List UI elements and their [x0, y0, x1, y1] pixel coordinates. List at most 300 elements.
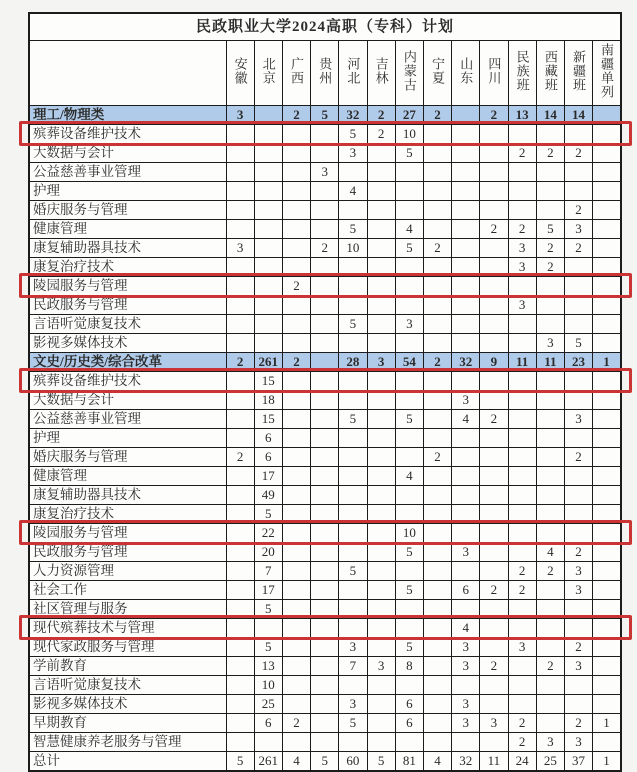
plan-cell	[593, 638, 621, 657]
plan-cell	[480, 372, 508, 391]
plan-cell: 14	[564, 106, 592, 125]
plan-cell	[593, 277, 621, 296]
plan-cell: 2	[480, 581, 508, 600]
plan-cell: 3	[480, 714, 508, 733]
row-label: 影视多媒体技术	[29, 695, 226, 714]
row-label: 早期教育	[29, 714, 226, 733]
plan-cell	[311, 581, 339, 600]
plan-cell: 4	[395, 467, 423, 486]
plan-cell	[423, 334, 451, 353]
plan-cell	[226, 619, 254, 638]
plan-cell	[593, 391, 621, 410]
plan-cell	[282, 505, 310, 524]
plan-cell	[395, 619, 423, 638]
plan-cell: 4	[452, 410, 480, 429]
plan-cell	[282, 733, 310, 752]
plan-cell	[282, 410, 310, 429]
plan-cell	[367, 676, 395, 695]
plan-cell	[311, 315, 339, 334]
plan-cell	[367, 448, 395, 467]
plan-cell	[226, 182, 254, 201]
plan-cell: 2	[423, 353, 451, 372]
column-header-9	[452, 41, 480, 106]
plan-cell: 3	[564, 657, 592, 676]
plan-cell	[593, 543, 621, 562]
plan-cell	[508, 524, 536, 543]
major-row	[29, 163, 621, 182]
plan-cell	[282, 201, 310, 220]
plan-cell: 5	[311, 752, 339, 772]
plan-cell	[311, 600, 339, 619]
plan-cell	[395, 201, 423, 220]
major-row	[29, 239, 621, 258]
plan-cell: 20	[254, 543, 282, 562]
plan-cell: 2	[564, 201, 592, 220]
plan-cell	[452, 562, 480, 581]
plan-cell: 3	[395, 315, 423, 334]
plan-cell: 7	[254, 562, 282, 581]
column-header-row	[29, 41, 621, 106]
plan-cell	[508, 410, 536, 429]
plan-cell: 4	[536, 543, 564, 562]
plan-cell	[452, 733, 480, 752]
plan-cell	[564, 676, 592, 695]
plan-cell	[339, 676, 367, 695]
plan-cell	[423, 372, 451, 391]
row-label: 殡葬设备维护技术	[29, 372, 226, 391]
row-label: 康复辅助器具技术	[29, 239, 226, 258]
plan-cell: 37	[564, 752, 592, 772]
plan-cell	[367, 201, 395, 220]
plan-cell	[452, 125, 480, 144]
title-row	[29, 13, 621, 41]
plan-cell	[311, 676, 339, 695]
plan-cell: 13	[508, 106, 536, 125]
plan-cell	[423, 733, 451, 752]
plan-cell	[564, 524, 592, 543]
plan-cell: 2	[282, 353, 310, 372]
plan-cell	[480, 334, 508, 353]
plan-cell	[536, 505, 564, 524]
plan-cell	[395, 448, 423, 467]
plan-cell	[564, 467, 592, 486]
column-header-8	[423, 41, 451, 106]
plan-cell	[395, 676, 423, 695]
plan-cell	[226, 125, 254, 144]
plan-cell	[367, 733, 395, 752]
row-label: 智慧健康养老服务与管理	[29, 733, 226, 752]
plan-cell	[395, 277, 423, 296]
plan-cell	[480, 695, 508, 714]
plan-cell	[536, 391, 564, 410]
plan-cell	[423, 486, 451, 505]
plan-cell	[508, 676, 536, 695]
column-header-1	[226, 41, 254, 106]
plan-cell: 28	[339, 353, 367, 372]
plan-cell	[423, 258, 451, 277]
plan-cell	[226, 733, 254, 752]
plan-cell	[536, 486, 564, 505]
plan-cell	[282, 144, 310, 163]
plan-cell	[395, 372, 423, 391]
plan-cell	[254, 334, 282, 353]
plan-cell: 32	[339, 106, 367, 125]
plan-cell: 5	[339, 714, 367, 733]
plan-cell: 5	[395, 410, 423, 429]
major-row	[29, 505, 621, 524]
plan-cell	[593, 562, 621, 581]
plan-cell	[423, 600, 451, 619]
plan-cell: 2	[508, 733, 536, 752]
section-header-row	[29, 353, 621, 372]
plan-cell: 2	[508, 562, 536, 581]
plan-cell: 6	[254, 448, 282, 467]
major-row	[29, 429, 621, 448]
plan-cell	[226, 144, 254, 163]
plan-cell	[226, 600, 254, 619]
plan-cell: 3	[339, 638, 367, 657]
plan-cell	[480, 125, 508, 144]
row-label: 言语听觉康复技术	[29, 676, 226, 695]
column-header-label: 广西	[289, 56, 304, 85]
plan-cell	[367, 600, 395, 619]
plan-cell: 3	[367, 657, 395, 676]
plan-cell	[452, 524, 480, 543]
plan-cell	[564, 315, 592, 334]
row-label: 人力资源管理	[29, 562, 226, 581]
plan-cell	[423, 220, 451, 239]
plan-cell: 15	[254, 410, 282, 429]
plan-cell	[226, 429, 254, 448]
plan-cell	[480, 467, 508, 486]
plan-cell	[593, 315, 621, 334]
plan-cell	[254, 144, 282, 163]
plan-cell	[367, 619, 395, 638]
plan-cell	[395, 391, 423, 410]
plan-cell	[311, 220, 339, 239]
plan-cell	[282, 429, 310, 448]
section-header-row	[29, 106, 621, 125]
plan-cell	[311, 467, 339, 486]
plan-cell	[282, 467, 310, 486]
row-label: 健康管理	[29, 467, 226, 486]
plan-cell	[593, 505, 621, 524]
plan-cell	[226, 391, 254, 410]
plan-cell	[536, 410, 564, 429]
plan-cell: 5	[367, 752, 395, 772]
plan-cell	[282, 163, 310, 182]
column-header-4	[311, 41, 339, 106]
major-row	[29, 543, 621, 562]
plan-cell	[282, 619, 310, 638]
plan-cell	[593, 733, 621, 752]
plan-cell: 6	[395, 695, 423, 714]
plan-cell	[508, 391, 536, 410]
plan-cell	[452, 334, 480, 353]
plan-cell	[226, 543, 254, 562]
plan-cell	[226, 220, 254, 239]
plan-cell	[452, 201, 480, 220]
plan-cell	[395, 562, 423, 581]
plan-cell	[395, 163, 423, 182]
plan-cell	[480, 733, 508, 752]
plan-cell	[226, 334, 254, 353]
plan-table-wrap	[28, 12, 620, 772]
row-label: 公益慈善事业管理	[29, 163, 226, 182]
plan-cell	[593, 239, 621, 258]
plan-cell	[339, 524, 367, 543]
plan-cell	[564, 277, 592, 296]
plan-cell	[311, 714, 339, 733]
column-header-10	[480, 41, 508, 106]
plan-cell	[593, 258, 621, 277]
major-row	[29, 581, 621, 600]
plan-cell	[311, 695, 339, 714]
plan-cell	[508, 600, 536, 619]
major-row	[29, 619, 621, 638]
plan-cell	[423, 676, 451, 695]
major-row	[29, 562, 621, 581]
plan-cell	[564, 486, 592, 505]
row-label: 总计	[29, 752, 226, 772]
plan-cell	[423, 163, 451, 182]
plan-cell	[452, 676, 480, 695]
plan-cell	[395, 733, 423, 752]
plan-cell	[452, 315, 480, 334]
plan-cell: 3	[536, 733, 564, 752]
plan-cell	[423, 619, 451, 638]
plan-cell	[226, 714, 254, 733]
plan-cell: 3	[508, 638, 536, 657]
plan-cell: 2	[536, 258, 564, 277]
plan-cell	[282, 182, 310, 201]
major-row	[29, 296, 621, 315]
plan-cell	[480, 505, 508, 524]
plan-cell: 3	[226, 239, 254, 258]
plan-cell	[536, 600, 564, 619]
plan-cell	[452, 163, 480, 182]
plan-cell	[395, 182, 423, 201]
plan-cell: 2	[282, 106, 310, 125]
section-name: 文史/历史类/综合改革	[29, 353, 226, 372]
plan-cell: 5	[311, 106, 339, 125]
major-row	[29, 391, 621, 410]
plan-cell	[282, 524, 310, 543]
plan-cell	[508, 277, 536, 296]
column-header-label: 河北	[345, 56, 361, 85]
plan-cell	[508, 315, 536, 334]
plan-cell	[536, 714, 564, 733]
plan-cell: 2	[508, 220, 536, 239]
major-row	[29, 733, 621, 752]
plan-cell	[282, 543, 310, 562]
plan-cell	[423, 410, 451, 429]
plan-cell	[311, 638, 339, 657]
plan-cell	[564, 296, 592, 315]
plan-cell	[367, 543, 395, 562]
plan-cell	[480, 619, 508, 638]
plan-cell: 5	[395, 144, 423, 163]
plan-cell: 3	[564, 581, 592, 600]
plan-cell	[254, 258, 282, 277]
plan-cell	[367, 486, 395, 505]
plan-cell: 2	[508, 581, 536, 600]
plan-cell: 261	[254, 353, 282, 372]
plan-table	[28, 12, 622, 772]
plan-cell: 2	[282, 714, 310, 733]
plan-cell	[311, 429, 339, 448]
plan-cell	[593, 657, 621, 676]
column-header-13	[564, 41, 592, 106]
plan-cell: 14	[536, 106, 564, 125]
plan-cell: 3	[311, 163, 339, 182]
plan-cell	[367, 296, 395, 315]
plan-cell	[480, 486, 508, 505]
plan-cell: 7	[339, 657, 367, 676]
plan-cell	[423, 638, 451, 657]
plan-cell: 6	[395, 714, 423, 733]
plan-cell: 5	[254, 505, 282, 524]
plan-cell	[480, 524, 508, 543]
plan-cell: 49	[254, 486, 282, 505]
plan-cell	[593, 676, 621, 695]
plan-cell	[339, 372, 367, 391]
plan-cell	[339, 334, 367, 353]
plan-cell	[367, 372, 395, 391]
plan-cell	[452, 182, 480, 201]
plan-cell	[508, 429, 536, 448]
plan-cell	[254, 182, 282, 201]
corner-cell	[29, 41, 226, 106]
plan-cell	[339, 163, 367, 182]
plan-cell	[339, 258, 367, 277]
column-header-6	[367, 41, 395, 106]
plan-cell	[367, 220, 395, 239]
plan-cell: 3	[452, 695, 480, 714]
plan-cell	[564, 163, 592, 182]
plan-cell: 2	[480, 657, 508, 676]
plan-cell: 2	[423, 106, 451, 125]
plan-cell	[508, 125, 536, 144]
plan-cell	[593, 429, 621, 448]
row-label: 公益慈善事业管理	[29, 410, 226, 429]
plan-cell	[367, 695, 395, 714]
plan-cell: 1	[593, 752, 621, 772]
major-row	[29, 410, 621, 429]
plan-cell	[367, 144, 395, 163]
plan-cell	[226, 201, 254, 220]
plan-cell	[593, 334, 621, 353]
row-label: 康复治疗技术	[29, 505, 226, 524]
row-label: 影视多媒体技术	[29, 334, 226, 353]
plan-cell: 2	[536, 144, 564, 163]
major-row	[29, 372, 621, 391]
plan-cell	[339, 486, 367, 505]
plan-cell	[452, 448, 480, 467]
plan-cell	[593, 144, 621, 163]
plan-cell	[480, 676, 508, 695]
plan-cell	[254, 239, 282, 258]
plan-cell: 60	[339, 752, 367, 772]
plan-cell	[282, 657, 310, 676]
plan-cell: 15	[254, 372, 282, 391]
plan-cell	[311, 353, 339, 372]
plan-cell	[480, 543, 508, 562]
plan-cell: 2	[564, 239, 592, 258]
plan-cell: 2	[480, 220, 508, 239]
plan-cell: 3	[508, 239, 536, 258]
plan-cell	[395, 258, 423, 277]
plan-cell	[480, 429, 508, 448]
plan-cell	[311, 733, 339, 752]
plan-cell	[508, 163, 536, 182]
plan-cell: 6	[254, 714, 282, 733]
plan-cell	[282, 562, 310, 581]
plan-cell	[226, 296, 254, 315]
plan-cell	[226, 505, 254, 524]
plan-cell	[593, 467, 621, 486]
plan-cell	[593, 600, 621, 619]
plan-cell: 2	[508, 714, 536, 733]
plan-cell	[536, 277, 564, 296]
plan-cell	[564, 695, 592, 714]
row-label: 婚庆服务与管理	[29, 201, 226, 220]
plan-cell	[452, 467, 480, 486]
plan-cell	[367, 714, 395, 733]
plan-cell	[593, 619, 621, 638]
plan-cell	[367, 277, 395, 296]
plan-cell: 10	[254, 676, 282, 695]
plan-cell	[311, 182, 339, 201]
column-header-2	[254, 41, 282, 106]
row-label: 殡葬设备维护技术	[29, 125, 226, 144]
plan-cell	[254, 201, 282, 220]
plan-cell	[536, 676, 564, 695]
plan-cell: 3	[564, 410, 592, 429]
plan-cell: 22	[254, 524, 282, 543]
plan-cell	[508, 334, 536, 353]
plan-cell	[593, 182, 621, 201]
plan-cell	[508, 182, 536, 201]
plan-cell: 5	[339, 410, 367, 429]
plan-cell: 11	[508, 353, 536, 372]
plan-cell	[593, 201, 621, 220]
plan-cell	[536, 467, 564, 486]
plan-cell	[367, 429, 395, 448]
table-title: 民政职业大学2024高职（专科）计划	[29, 13, 621, 41]
row-label: 康复辅助器具技术	[29, 486, 226, 505]
plan-cell	[508, 619, 536, 638]
plan-cell	[423, 581, 451, 600]
plan-cell	[311, 524, 339, 543]
plan-cell	[226, 581, 254, 600]
plan-cell: 17	[254, 581, 282, 600]
plan-cell	[480, 638, 508, 657]
major-row	[29, 524, 621, 543]
plan-cell	[367, 581, 395, 600]
plan-cell	[508, 201, 536, 220]
plan-cell	[311, 486, 339, 505]
plan-cell: 4	[395, 220, 423, 239]
plan-cell	[423, 695, 451, 714]
plan-cell	[339, 619, 367, 638]
row-label: 陵园服务与管理	[29, 277, 226, 296]
major-row	[29, 144, 621, 163]
row-label: 护理	[29, 182, 226, 201]
plan-cell: 2	[564, 543, 592, 562]
plan-cell	[564, 619, 592, 638]
plan-cell	[339, 448, 367, 467]
